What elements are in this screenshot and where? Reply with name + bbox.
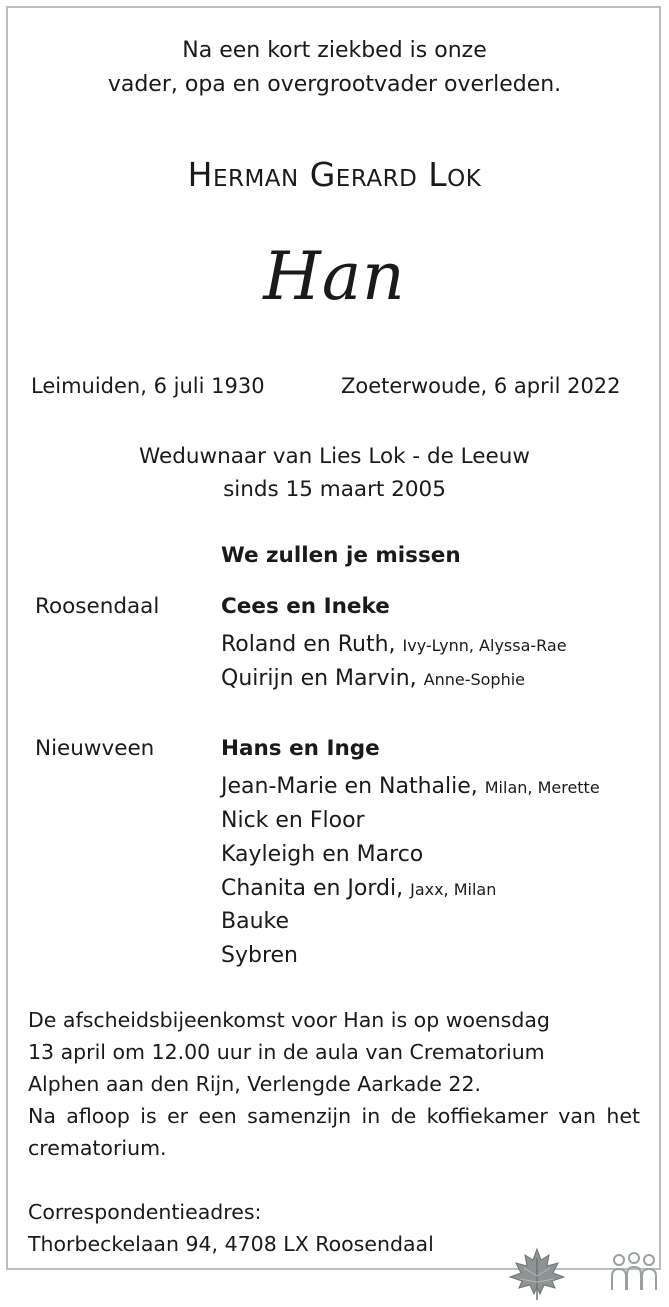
- family-member: [221, 876, 496, 901]
- member-children: Ivy-Lynn, Alyssa-Rae: [402, 636, 567, 655]
- family-member: [221, 774, 600, 799]
- family-place: Roosendaal: [35, 594, 160, 619]
- ceremony-line: Na afloop is er een samenzijn in de koffiekamer van het: [28, 1104, 640, 1128]
- member-children: Anne-Sophie: [423, 670, 526, 689]
- family-member: [221, 808, 365, 833]
- family-place: Nieuwveen: [35, 736, 155, 761]
- intro-line-2: vader, opa en overgrootvader overleden.: [107, 72, 562, 97]
- member-name: Quirijn en Marvin,: [221, 666, 417, 691]
- miss-heading: We zullen je missen: [221, 543, 461, 568]
- intro-line-1: Na een kort ziekbed is onze: [182, 38, 487, 63]
- widower-line-1: Weduwnaar van Lies Lok - de Leeuw: [139, 444, 530, 469]
- ceremony-line: De afscheidsbijeenkomst voor Han is op woensdag: [28, 1008, 550, 1032]
- ceremony-line: 13 april om 12.00 uur in de aula van Crematorium: [28, 1040, 545, 1064]
- family-heading: Hans en Inge: [221, 736, 380, 761]
- correspondence-label: Correspondentieadres:: [28, 1200, 262, 1224]
- member-name: Kayleigh en Marco: [221, 842, 424, 867]
- member-name: Nick en Floor: [221, 808, 365, 833]
- family-member: [221, 943, 298, 968]
- family-member: [221, 632, 567, 657]
- member-name: Jean-Marie en Nathalie,: [221, 774, 478, 799]
- family-people-icon: [608, 1252, 660, 1292]
- ceremony-line: crematorium.: [28, 1136, 167, 1160]
- deceased-nickname: Han: [263, 238, 406, 315]
- member-name: Sybren: [221, 943, 298, 968]
- family-member: [221, 842, 423, 867]
- widower-line-2: sinds 15 maart 2005: [223, 477, 446, 502]
- deceased-full-name: Herman Gerard Lok: [187, 155, 482, 194]
- maple-leaf-icon: [506, 1246, 568, 1302]
- birth-place-date: Leimuiden, 6 juli 1930: [31, 374, 265, 398]
- member-children: Jaxx, Milan: [410, 880, 497, 899]
- family-heading: Cees en Ineke: [221, 594, 390, 619]
- family-member: [221, 909, 289, 934]
- death-place-date: Zoeterwoude, 6 april 2022: [341, 374, 621, 398]
- member-name: Chanita en Jordi,: [221, 876, 404, 901]
- correspondence-address: Thorbeckelaan 94, 4708 LX Roosendaal: [28, 1232, 434, 1256]
- family-member: [221, 666, 525, 691]
- ceremony-line: Alphen aan den Rijn, Verlengde Aarkade 22.: [28, 1072, 482, 1096]
- member-children: Milan, Merette: [484, 778, 600, 797]
- member-name: Bauke: [221, 909, 290, 934]
- member-name: Roland en Ruth,: [221, 632, 396, 657]
